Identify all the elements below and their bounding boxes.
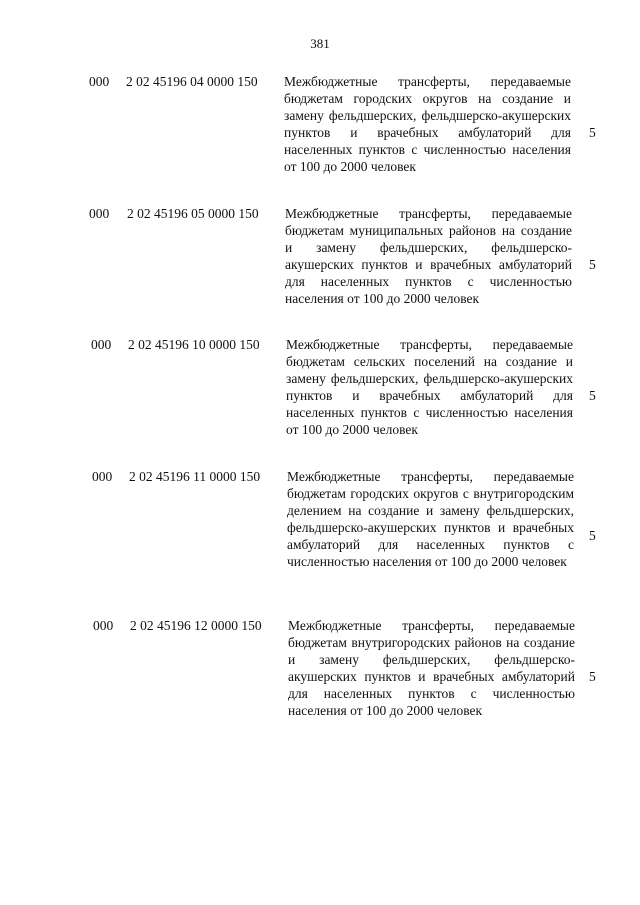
amount-value: 5	[589, 125, 596, 140]
budget-classification-code: 2 02 45196 04 0000 150	[126, 74, 258, 89]
income-description: Межбюджетные трансферты, передаваемые бюджетам городских округов на создание и замену фельдшерских, фельдшерско-акушерских пунктов и врачебных амбулаторий для населенных пунктов с численностью населения от 100 до 2000 человек	[284, 74, 571, 174]
admin-code: 000	[89, 74, 110, 89]
amount-value: 5	[589, 257, 596, 272]
income-description: Межбюджетные трансферты, передаваемые бюджетам городских округов с внутригородским делением на создание и замену фельдшерских, фельдшерско-акушерских пунктов и врачебных амбулаторий для населенных пунктов с численностью населения от 100 до 2000 человек	[287, 469, 574, 569]
page-number: 381	[310, 36, 330, 51]
admin-code: 000	[93, 618, 114, 633]
admin-code: 000	[89, 206, 110, 221]
admin-code: 000	[91, 337, 112, 352]
budget-classification-code: 2 02 45196 12 0000 150	[130, 618, 262, 633]
budget-classification-code: 2 02 45196 11 0000 150	[129, 469, 261, 484]
admin-code: 000	[92, 469, 113, 484]
budget-classification-code: 2 02 45196 05 0000 150	[127, 206, 259, 221]
amount-value: 5	[589, 388, 596, 403]
budget-classification-code: 2 02 45196 10 0000 150	[128, 337, 260, 352]
income-description: Межбюджетные трансферты, передаваемые бюджетам сельских поселений на создание и замену фельдшерских, фельдшерско-акушерских пунктов и врачебных амбулаторий для населенных пунктов с численностью населения от 100 до 2000 человек	[286, 337, 573, 437]
income-description: Межбюджетные трансферты, передаваемые бюджетам муниципальных районов на создание и замену фельдшерских, фельдшерско-акушерских пунктов и врачебных амбулаторий для населенных пунктов с численностью населения от 100 до 2000 человек	[285, 206, 572, 306]
amount-value: 5	[589, 669, 596, 684]
income-description: Межбюджетные трансферты, передаваемые бюджетам внутригородских районов на создание и замену фельдшерских, фельдшерско-акушерских пунктов и врачебных амбулаторий для населенных пунктов с численностью населения от 100 до 2000 человек	[288, 618, 575, 718]
amount-value: 5	[589, 528, 596, 543]
